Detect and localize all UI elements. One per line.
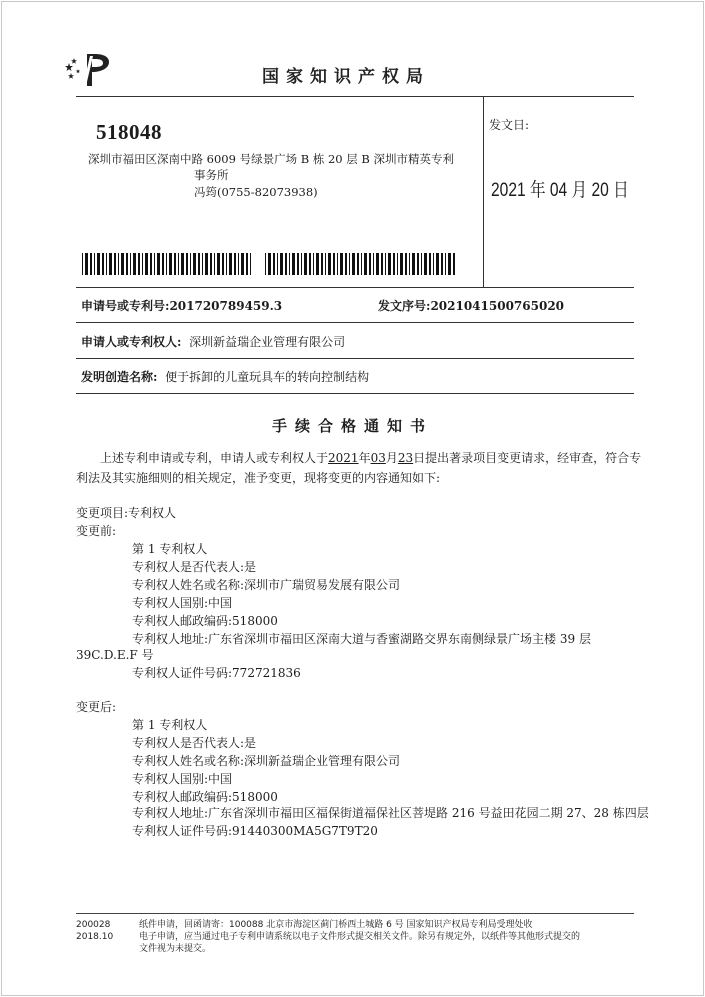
applicant-row [81,333,345,350]
barcode-bar [250,253,251,275]
barcode-bar [109,253,112,275]
barcode-bar [409,253,410,275]
barcode-bar [316,253,319,275]
barcode-bar [121,253,124,275]
barcode-bar [433,253,434,275]
barcode-bar [301,253,302,275]
form-number: 200028 [76,920,111,930]
barcode-bar [181,253,184,275]
serial-number-label: 发文序号: [378,299,431,313]
office-name: 国家知识产权局 [262,67,430,87]
before-label: 变更前: [76,524,117,538]
barcode-bar [234,253,236,275]
barcode-bar [145,253,148,275]
barcode-bar [345,253,347,275]
before-line: 专利权人证件号码:772721836 [132,666,301,680]
change-item: 变更项目:专利权人 [76,506,177,520]
barcode-bar [150,253,152,275]
barcode-bar [273,253,275,275]
row-rule-4 [76,393,634,394]
row-rule-2 [76,322,634,323]
footer-rule [76,913,634,914]
before-line: 专利权人地址:广东省深圳市福田区深南大道与香蜜湖路交界东南侧绿景广场主楼 39 层 [132,632,591,646]
after-line: 专利权人姓名或名称:深圳新益瑞企业管理有限公司 [132,754,401,768]
barcode-bar [174,253,176,275]
intro-paragraph-line-1 [100,447,641,469]
form-date: 2018.10 [76,932,114,942]
application-number-label: 申请号或专利号: [81,299,170,313]
serial-number: 2021041500765020 [430,299,565,313]
barcode-bar [118,253,119,275]
applicant-label: 申请人或专利权人: [81,335,182,349]
request-year: 2021 [328,451,359,465]
after-line: 专利权人国别:中国 [132,772,233,786]
barcode-bar [285,253,287,275]
barcode-bar [445,253,446,275]
barcode-bar [226,253,227,275]
barcode-bar [373,253,374,275]
barcode-bar [205,253,208,275]
barcode-bar [381,253,383,275]
request-day: 23 [397,451,414,465]
barcode-bar [97,253,100,275]
intro-text-b: 日提出著录项目变更请求，经审查，符合专 [413,451,642,465]
barcode-bar [82,253,83,275]
barcode-left [82,253,253,275]
row-rule-1 [76,287,634,288]
before-line: 专利权人邮政编码:518000 [132,614,278,628]
barcode-bar [289,253,290,275]
barcode-bar [436,253,439,275]
barcode-bar [198,253,200,275]
barcode-bar [405,253,407,275]
barcode-bar [388,253,391,275]
barcode-bar [85,253,88,275]
barcode-bar [280,253,283,275]
barcode-bar [321,253,323,275]
before-line: 专利权人国别:中国 [132,596,233,610]
barcode-bar [364,253,367,275]
address-line-2: 事务所 [194,168,229,182]
application-number-row [81,297,282,314]
address-line-1: 深圳市福田区深南中路 6009 号绿景广场 B 栋 20 层 B 深圳市精英专利 [88,152,455,166]
barcode-bar [229,253,232,275]
after-label: 变更后: [76,700,117,714]
barcode-bar [397,253,398,275]
barcode-bar [217,253,220,275]
barcode-bar [352,253,355,275]
barcode-bar [154,253,155,275]
header-divider [483,96,484,287]
barcode-bar [142,253,143,275]
invention-row [81,368,369,385]
applicant-name: 深圳新益瑞企业管理有限公司 [189,335,346,349]
intro-paragraph-line-2: 利法及其实施细则的相关规定，准予变更，现将变更的内容通知如下: [76,471,441,485]
header-top-rule [76,96,634,97]
request-month: 03 [370,451,386,465]
barcode-bar [361,253,362,275]
barcode-bar [133,253,136,275]
barcode-bar [385,253,386,275]
barcode-bar [130,253,131,275]
barcode-bar [325,253,326,275]
before-line: 39C.D.E.F 号 [76,648,154,662]
issue-date: 2021 年 04 月 20 日 [491,180,629,201]
after-line: 专利权人邮政编码:518000 [132,790,278,804]
barcode-bar [357,253,359,275]
row-rule-3 [76,358,634,359]
barcode-bar [424,253,427,275]
barcode-bar [222,253,224,275]
barcode-bar [328,253,331,275]
barcode-bar [210,253,212,275]
barcode-bar [277,253,278,275]
postcode: 518048 [96,120,162,144]
footer-electronic-notice-cont: 文件视为未提交。 [139,944,212,954]
invention-title: 便于拆卸的儿童玩具车的转向控制结构 [165,370,370,384]
after-line: 专利权人证件号码:91440300MA5G7T9T20 [132,824,378,838]
barcode-bar [241,253,244,275]
barcode-bar [393,253,395,275]
notice-title: 手续合格通知书 [271,417,433,435]
barcode-bar [126,253,128,275]
barcode-bar [190,253,191,275]
barcode-right [265,253,457,275]
after-line: 专利权人地址:广东省深圳市福田区福保街道福保社区菩堤路 216 号益田花园二期 27、28 栋四层 [132,806,649,820]
barcode-bar [421,253,422,275]
recipient-contact: 冯筠(0755-82073938) [194,185,318,199]
barcode-bar [340,253,343,275]
before-line: 专利权人是否代表人:是 [132,560,257,574]
before-line: 第 1 专利权人 [132,542,208,556]
cnipa-logo-icon [65,52,113,88]
barcode-bar [448,253,451,275]
barcode-bar [333,253,335,275]
invention-title-label: 发明创造名称: [81,370,158,384]
barcode-bar [292,253,295,275]
barcode-bar [106,253,107,275]
year-unit: 年 [358,451,371,465]
barcode-bar [202,253,203,275]
barcode-bar [94,253,95,275]
intro-text-a: 上述专利申请或专利，申请人或专利权人于 [100,451,329,465]
barcode-bar [376,253,379,275]
application-number: 201720789459.3 [169,299,283,313]
after-line: 专利权人是否代表人:是 [132,736,257,750]
barcode-bar [157,253,160,275]
barcode-bar [162,253,164,275]
barcode-bar [412,253,415,275]
after-line: 第 1 专利权人 [132,718,208,732]
month-unit: 月 [385,451,398,465]
barcode-bar [90,253,92,275]
barcode-bar [453,253,455,275]
barcode-bar [246,253,248,275]
barcode-bar [369,253,371,275]
barcode-bar [166,253,167,275]
before-line: 专利权人姓名或名称:深圳市广瑞贸易发展有限公司 [132,578,401,592]
barcode-bar [400,253,403,275]
barcode-bar [169,253,172,275]
barcode-bar [313,253,314,275]
barcode-bar [193,253,196,275]
barcode-bar [102,253,104,275]
barcode-bar [238,253,239,275]
issue-date-label: 发文日: [489,118,530,132]
barcode-bar [138,253,140,275]
barcode-bar [429,253,431,275]
barcode-bar [214,253,215,275]
serial-number-row [378,297,564,314]
barcode-bar [268,253,271,275]
footer-electronic-notice: 电子申请，应当通过电子专利申请系统以电子文件形式提交相关文件。除另有规定外，以纸件等其他形式提交的 [139,932,581,942]
barcode-bar [441,253,443,275]
barcode-bar [304,253,307,275]
barcode-bar [297,253,299,275]
barcode-bar [178,253,179,275]
barcode-bar [309,253,311,275]
barcode-bar [114,253,116,275]
barcode-bar [265,253,266,275]
barcode-bar [186,253,188,275]
footer-mail-notice: 纸件申请，回函请寄：100088 北京市海淀区蓟门桥西土城路 6 号 国家知识产权局专利局受理处收 [139,920,533,930]
barcode-bar [337,253,338,275]
barcode-bar [417,253,419,275]
barcode-bar [349,253,350,275]
